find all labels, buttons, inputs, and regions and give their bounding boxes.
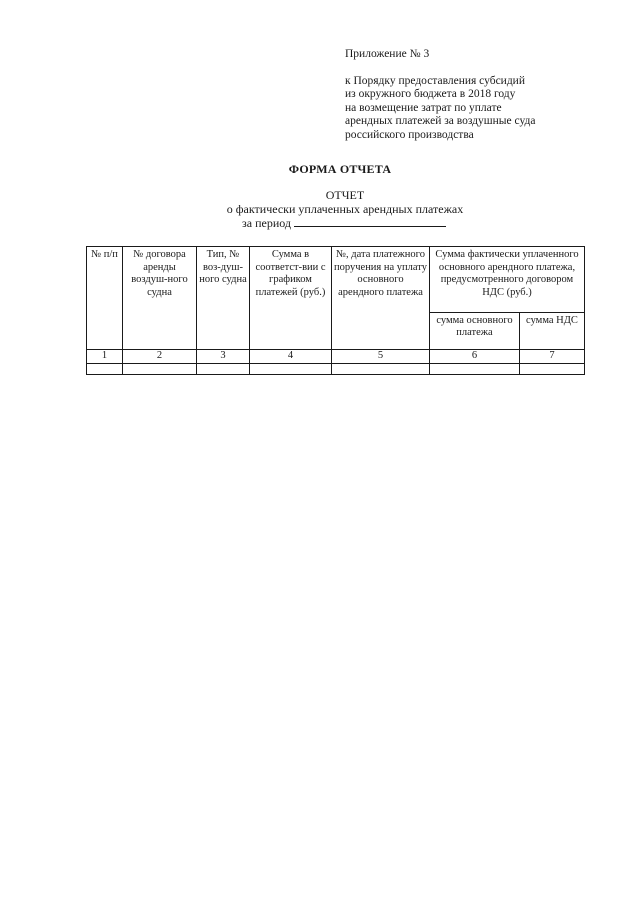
header-group: Сумма фактически уплаченного основного арендного платежа, предусмотренного договором НДС (руб.) — [430, 247, 585, 313]
period-label: за период — [242, 216, 291, 230]
header-col-1: № п/п — [87, 247, 123, 350]
table-cell — [197, 363, 250, 374]
header-col-3: Тип, № воз-душ-ного судна — [197, 247, 250, 350]
report-period — [242, 216, 446, 231]
appendix-title: Приложение № 3 — [345, 48, 430, 60]
report-title: ОТЧЕТ — [325, 188, 365, 202]
table-cell — [430, 363, 520, 374]
appendix-line: из окружного бюджета в 2018 году — [345, 88, 516, 101]
column-number: 2 — [123, 350, 197, 364]
appendix-block — [345, 48, 615, 143]
column-number: 7 — [520, 350, 585, 364]
column-number: 6 — [430, 350, 520, 364]
table-cell — [123, 363, 197, 374]
appendix-line: российского производства — [345, 128, 474, 141]
table-cell — [250, 363, 332, 374]
report-subtitle: о фактически уплаченных арендных платежах — [226, 202, 464, 216]
header-col-2: № договора аренды воздуш-ного судна — [123, 247, 197, 350]
column-number: 4 — [250, 350, 332, 364]
table-cell — [520, 363, 585, 374]
header-col-6: сумма основного платежа — [430, 312, 520, 349]
appendix-line: арендных платежей за воздушные суда — [345, 115, 536, 128]
column-number: 5 — [332, 350, 430, 364]
column-number: 3 — [197, 350, 250, 364]
column-number: 1 — [87, 350, 123, 364]
form-title: ФОРМА ОТЧЕТА — [288, 162, 392, 176]
appendix-line: к Порядку предоставления субсидий — [345, 74, 525, 87]
header-col-4: Сумма в соответст-вии с графиком платежей (руб.) — [250, 247, 332, 350]
period-blank-line — [294, 216, 446, 227]
report-table — [86, 246, 585, 375]
table-cell — [87, 363, 123, 374]
table-cell — [332, 363, 430, 374]
appendix-line: на возмещение затрат по уплате — [345, 101, 502, 114]
header-col-7: сумма НДС — [520, 312, 585, 349]
header-col-5: №, дата платежного поручения на уплату основного арендного платежа — [332, 247, 430, 350]
